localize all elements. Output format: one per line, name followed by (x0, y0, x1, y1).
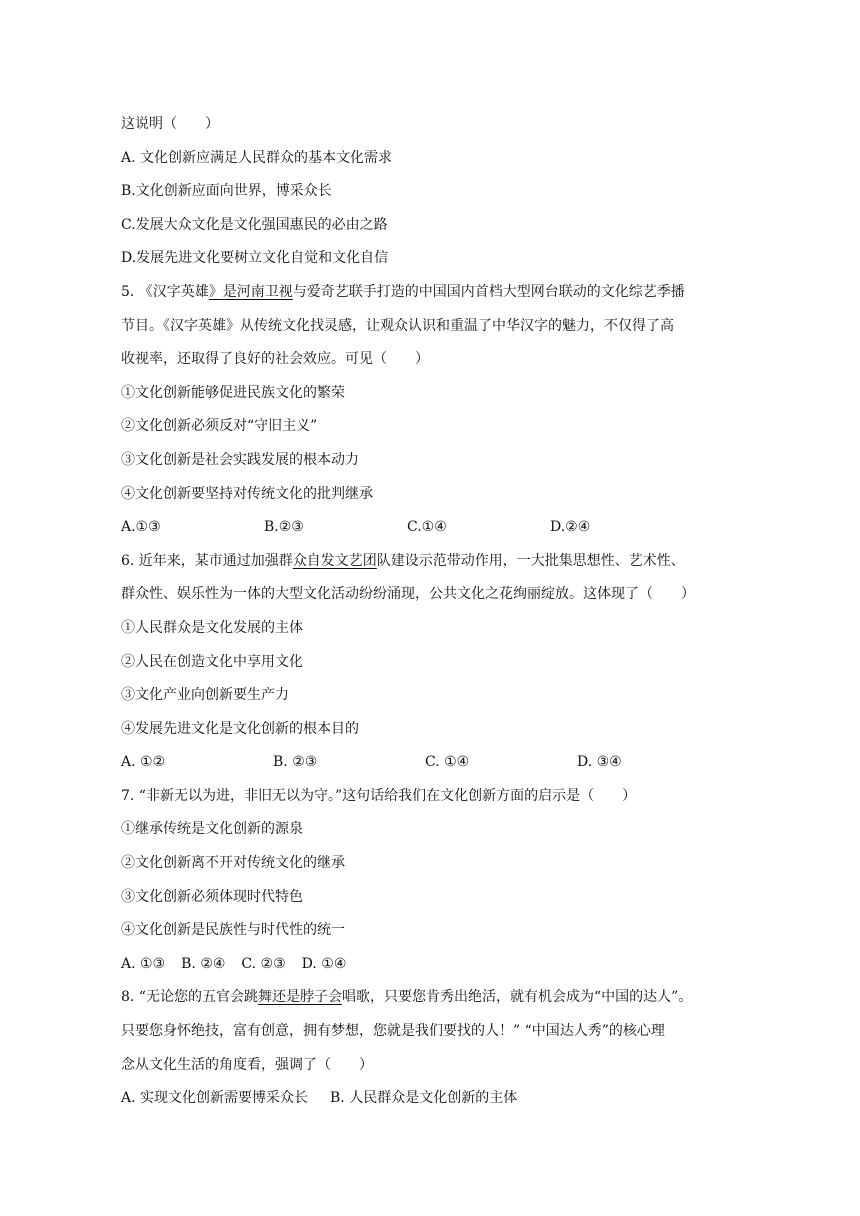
q5-statement-3: ③文化创新是社会实践发展的根本动力 (121, 451, 359, 468)
q6-choice-d: D. ③④ (577, 754, 622, 771)
q4-option-c: C.发展大众文化是文化强国惠民的必由之路 (121, 216, 388, 233)
q5-choices (121, 511, 741, 545)
q7-choice-a: A. ①③ (121, 955, 166, 972)
q6-choices (121, 746, 741, 780)
q5-stem-part: 与爱奇艺联手打造的中国国内首档大型网台联动的文化综艺季播 (292, 283, 685, 300)
q6-statement-4: ④发展先进文化是文化创新的根本目的 (121, 720, 359, 737)
q7-statement-1: ①继承传统是文化创新的源泉 (121, 821, 303, 838)
q8-underlined-text: 舞还是脖子会 (257, 989, 342, 1006)
q5-stem-line2: 节目。《汉字英雄》从传统文化找灵感，让观众认识和重温了中华汉字的魅力，不仅得了高 (121, 317, 674, 334)
q7-statement-3: ③文化创新必须体现时代特色 (121, 888, 303, 905)
q7-statement-2: ②文化创新离不开对传统文化的继承 (121, 855, 345, 872)
q4-stem-tail: 这说明（ ） (121, 116, 219, 132)
q6-stem-line2: 群众性、娱乐性为一体的大型文化活动纷纷涌现，公共文化之花绚丽绽放。这体现了（ ） (121, 586, 695, 603)
q8-options-row (121, 1082, 741, 1116)
q5-choice-b: B.②③ (264, 519, 304, 536)
q6-choice-c: C. ①④ (425, 754, 470, 771)
q8-stem-line2: 只要您身怀绝技，富有创意，拥有梦想，您就是我们要找的人！” “中国达人秀”的核心理 (121, 1023, 665, 1040)
q8-stem-line1 (121, 981, 741, 1015)
q5-statement-2: ②文化创新必须反对“守旧主义” (121, 418, 318, 435)
q7-choice-c: C. ②③ (241, 955, 286, 972)
q7-choice-b: B. ②④ (181, 955, 226, 972)
q5-statement-1: ①文化创新能够促进民族文化的繁荣 (121, 384, 345, 401)
q8-stem-line3: 念从文化生活的角度看，强调了（ ） (121, 1056, 373, 1073)
q4-option-a: A. 文化创新应满足人民群众的基本文化需求 (121, 149, 393, 166)
q7-stem-line1: 7. “非新无以为进，非旧无以为守。”这句话给我们在文化创新方面的启示是（ ） (121, 787, 637, 804)
q8-stem-part: 8. “无论您的五官会跳 (121, 989, 258, 1006)
q4-option-b: B.文化创新应面向世界，博采众长 (121, 183, 332, 200)
q7-choice-d: D. ①④ (301, 955, 347, 972)
q5-stem-line3: 收视率，还取得了良好的社会效应。可见（ ） (121, 351, 429, 368)
q8-option-a: A. 实现文化创新需要博采众长 (121, 1090, 309, 1107)
exam-page (121, 108, 741, 1116)
q6-statement-2: ②人民在创造文化中享用文化 (121, 653, 303, 670)
q5-choice-d: D.②④ (550, 519, 591, 536)
q5-stem-part: 5. 《汉字英雄 (121, 283, 209, 300)
q5-underlined-text: 》是河南卫视 (208, 283, 293, 300)
q8-option-b: B. 人民群众是文化创新的主体 (330, 1090, 518, 1107)
q6-choice-a: A. ①② (121, 754, 166, 771)
q5-choice-a: A.①③ (121, 519, 161, 536)
q6-statement-3: ③文化产业向创新要生产力 (121, 687, 289, 704)
q8-stem-part: 唱歌，只要您肯秀出绝活，就有机会成为“中国的达人”。 (341, 989, 693, 1006)
q4-option-d: D.发展先进文化要树立文化自觉和文化自信 (121, 250, 389, 267)
q6-stem-part: 队建设示范带动作用，一大批集思想性、艺术性、 (376, 552, 685, 569)
q6-stem-line1 (121, 545, 741, 579)
q7-statement-4: ④文化创新是民族性与时代性的统一 (121, 922, 345, 939)
q5-choice-c: C.①④ (407, 519, 447, 536)
q6-statement-1: ①人民群众是文化发展的主体 (121, 619, 303, 636)
q5-statement-4: ④文化创新要坚持对传统文化的批判继承 (121, 485, 373, 502)
q6-underlined-text: 众自发文艺团 (292, 552, 377, 569)
q6-stem-part: 6. 近年来，某市通过加强群 (121, 552, 293, 569)
q5-stem-line1 (121, 276, 741, 310)
q6-choice-b: B. ②③ (273, 754, 318, 771)
q7-choices (121, 948, 741, 982)
